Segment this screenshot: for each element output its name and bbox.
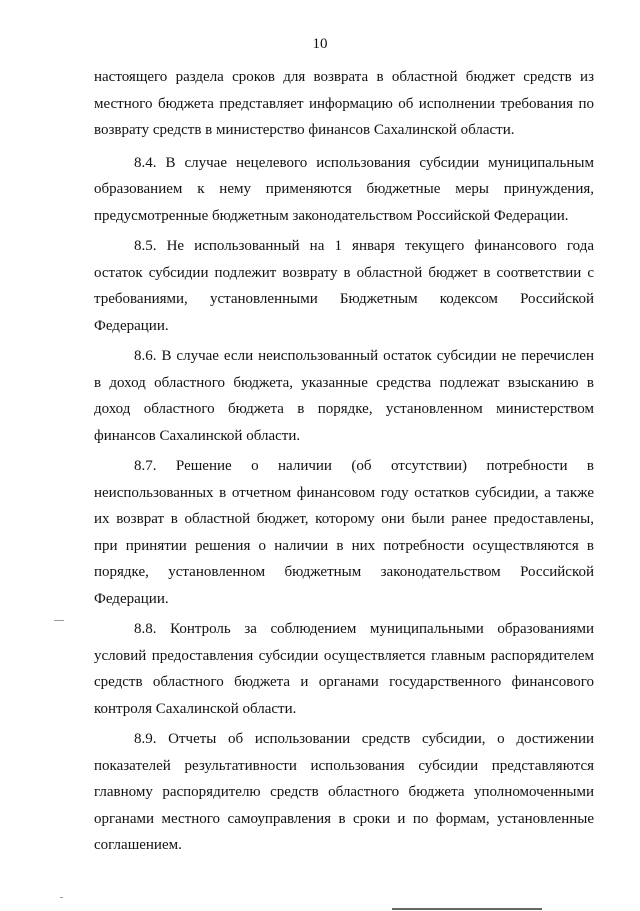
scan-artifact-mark bbox=[54, 620, 64, 621]
document-body bbox=[94, 64, 594, 863]
paragraph-8-8: 8.8. Контроль за соблюдением муниципальными образованиями условий предоставления субсидии осуществляется главным распорядителем средств областного бюджета и органами государственного финансового контроля Сахалинской области. bbox=[94, 621, 594, 717]
paragraph-continuation: настоящего раздела сроков для возврата в областной бюджет средств из местного бюджета представляет информацию об исполнении требования по возврату средств в министерство финансов Сахалинской области. bbox=[94, 69, 594, 138]
scan-artifact-mark bbox=[60, 897, 63, 898]
paragraph-8-6: 8.6. В случае если неиспользованный остаток субсидии не перечислен в доход областного бюджета, указанные средства подлежат взысканию в доход областного бюджета в порядке, установленном министерством финансов Сахалинской области. bbox=[94, 348, 594, 444]
scan-artifact-edge bbox=[392, 908, 542, 910]
paragraph-8-7: 8.7. Решение о наличии (об отсутствии) потребности в неиспользованных в отчетном финансовом году остатков субсидии, а также их возврат в областной бюджет, которому они были ранее предоставлены, при принятии решения о наличии в них потребности осуществляются в порядке, установленном бюджетным законодательством Российской Федерации. bbox=[94, 458, 594, 607]
paragraph-8-5: 8.5. Не использованный на 1 января текущего финансового года остаток субсидии подлежит возврату в областной бюджет в соответствии с требованиями, установленными Бюджетным кодексом Российской Федерации. bbox=[94, 238, 594, 334]
paragraph-8-4: 8.4. В случае нецелевого использования субсидии муниципальным образованием к нему применяются бюджетные меры принуждения, предусмотренные бюджетным законодательством Российской Федерации. bbox=[94, 154, 594, 224]
page-number: 10 bbox=[312, 36, 328, 52]
paragraph-8-9: 8.9. Отчеты об использовании средств субсидии, о достижении показателей результативности использования субсидии представляются главному распорядителю средств областного бюджета уполномоченными органами местного самоуправления в сроки и по формам, установленные соглашением. bbox=[94, 731, 594, 853]
